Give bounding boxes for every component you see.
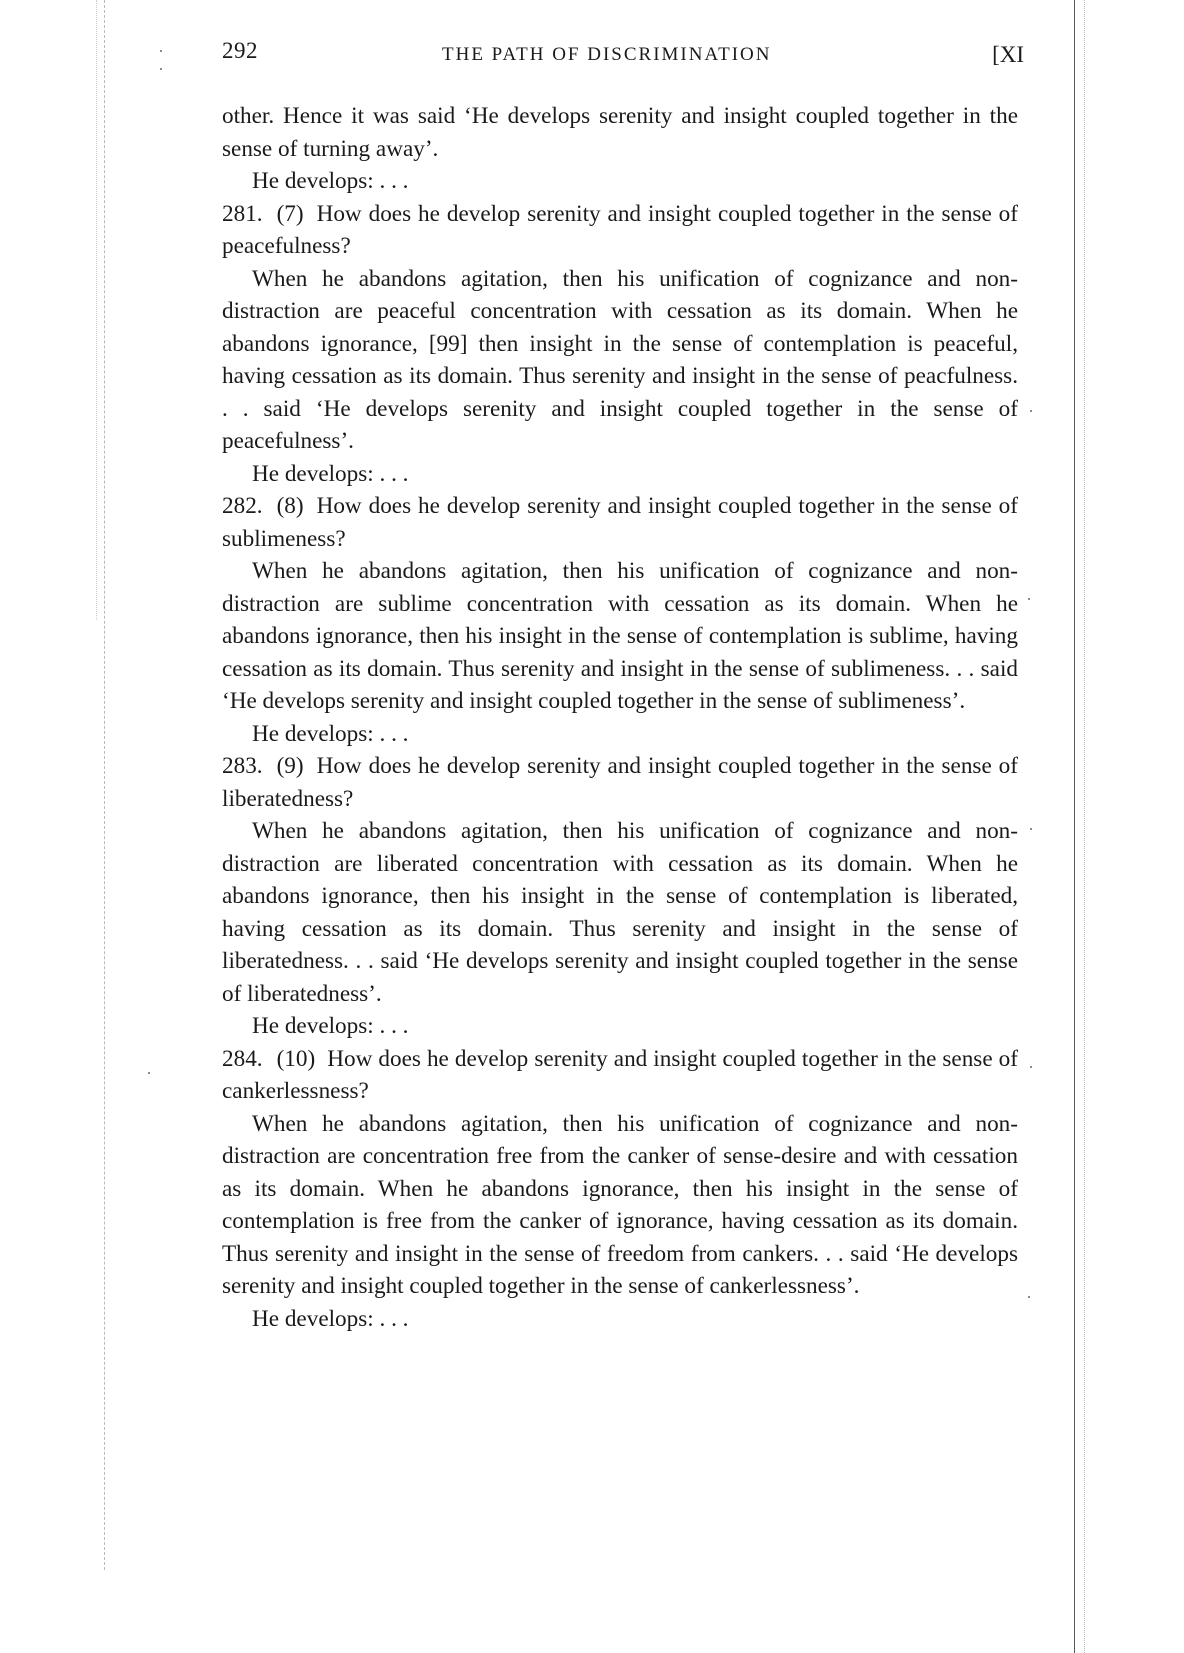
- running-head: [222, 38, 1032, 78]
- question-number: (10): [276, 1045, 316, 1072]
- scan-speck: [1028, 1296, 1030, 1298]
- question-text: How does he develop serenity and insight coupled together in the sense of sublimeness?: [222, 493, 1019, 552]
- scan-right-edge-shadow: [1084, 0, 1085, 1653]
- scan-speck: [1030, 1066, 1032, 1068]
- scan-speck: [1028, 598, 1030, 600]
- question-number: (7): [276, 200, 304, 227]
- section-question: [222, 490, 1018, 555]
- running-title: THE PATH OF DISCRIMINATION: [442, 44, 772, 65]
- opening-paragraph: other. Hence it was said ‘He develops serenity and insight coupled together in the sense of turning away’.: [222, 103, 1018, 162]
- answer-paragraph: When he abandons agitation, then his unification of cognizance and non-distraction are peaceful concentration with cessation as its domain. When he abandons ignorance, [99] then insight in the sense of contemplation is peaceful, having cessation as its domain. Thus serenity and insight in the sense of peacfulness. . . said ‘He develops serenity and insight coupled together in the sense of peacefulness’.: [222, 265, 1018, 454]
- refrain: He develops: . . .: [252, 720, 409, 747]
- answer-paragraph: When he abandons agitation, then his unification of cognizance and non-distraction are liberated concentration with cessation as its domain. When he abandons ignorance, then his insight in the sense of contemplation is liberated, having cessation as its domain. Thus serenity and insight in the sense of liberatedness. . . said ‘He develops serenity and insight coupled together in the sense of liberatedness’.: [222, 818, 1018, 1007]
- section-number: 282.: [222, 493, 263, 519]
- section-number: 284.: [222, 1045, 263, 1072]
- scan-left-edge-shadow: [96, 0, 97, 620]
- scan-speck: [160, 50, 162, 52]
- refrain: He develops: . . .: [252, 460, 409, 487]
- refrain: He develops: . . .: [252, 1013, 409, 1039]
- refrain: He develops: . . .: [252, 1305, 409, 1332]
- scan-right-edge: [1074, 0, 1075, 1653]
- section-number: 283.: [222, 753, 263, 779]
- answer-paragraph: When he abandons agitation, then his unification of cognizance and non-distraction are sublime concentration with cessation as its domain. When he abandons ignorance, then his insight in the sense of contemplation is sublime, having cessation as its domain. Thus serenity and insight in the sense of sublimeness. . . said ‘He develops serenity and insight coupled together in the sense of sublimeness’.: [222, 558, 1018, 714]
- section-number: 281.: [222, 200, 263, 227]
- question-number: (8): [276, 493, 304, 519]
- section-question: [222, 198, 1018, 263]
- scan-left-edge: [104, 0, 105, 1570]
- answer-paragraph: When he abandons agitation, then his unification of cognizance and non-distraction are concentration free from the canker of sense-desire and with cessation as its domain. When he abandons ignorance, then his insight in the sense of contemplation is free from the canker of ignorance, having cessation as its domain. Thus serenity and insight in the sense of freedom from cankers. . . said ‘He develops serenity and insight coupled together in the sense of cankerlessness’.: [222, 1110, 1018, 1299]
- scan-speck: [160, 68, 162, 70]
- question-number: (9): [276, 753, 304, 779]
- scan-speck: [1030, 828, 1032, 830]
- scan-speck: [1030, 410, 1032, 412]
- question-text: How does he develop serenity and insight coupled together in the sense of peacefulness?: [222, 200, 1019, 259]
- refrain: He develops: . . .: [252, 168, 409, 194]
- body-text: [222, 100, 1018, 1335]
- section-question: [222, 750, 1018, 815]
- scan-speck: [148, 1072, 150, 1074]
- question-text: How does he develop serenity and insight coupled together in the sense of cankerlessness?: [222, 1045, 1018, 1104]
- section-question: [222, 1043, 1018, 1108]
- chapter-mark: [XI: [992, 42, 1024, 67]
- question-text: How does he develop serenity and insight coupled together in the sense of liberatedness?: [222, 753, 1019, 812]
- page-number: 292: [222, 38, 258, 63]
